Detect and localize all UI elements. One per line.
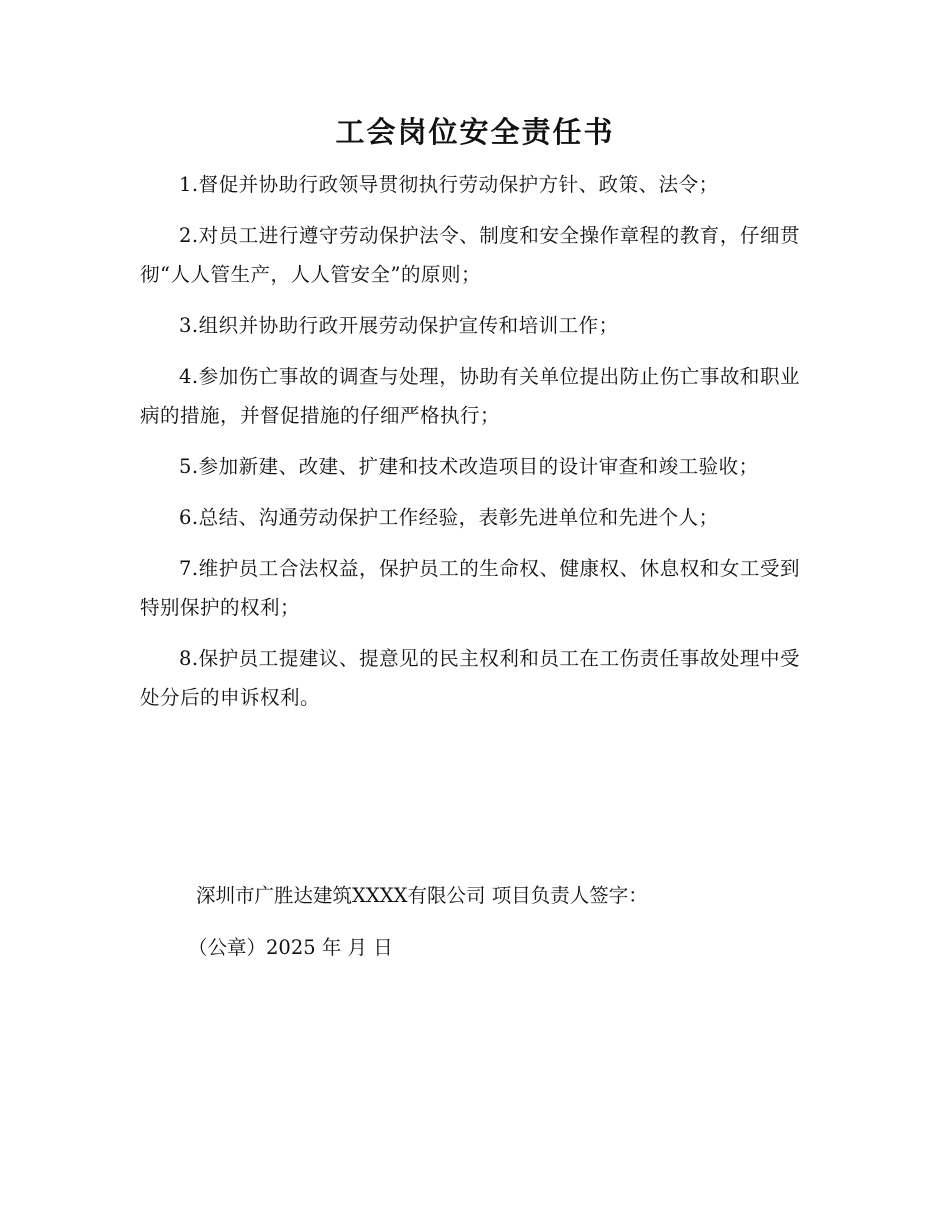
clause-6: 6.总结、沟通劳动保护工作经验，表彰先进单位和先进个人； [179,506,719,529]
clause-5: 5.参加新建、改建、扩建和技术改造项目的设计审查和竣工验收； [179,455,759,478]
document-title: 工会岗位安全责任书 [335,115,615,149]
clause-1: 1.督促并协助行政领导贯彻执行劳动保护方针、政策、法令； [179,173,719,196]
clause-2: 2.对员工进行遵守劳动保护法令、制度和安全操作章程的教育，仔细贯彻“人人管生产，人人管安全”的原则； [140,224,800,286]
clause-7: 7.维护员工合法权益，保护员工的生命权、健康权、休息权和女工受到特别保护的权利； [140,557,800,619]
signature-line: 深圳市广胜达建筑XXXX有限公司 项目负责人签字： [196,884,648,907]
seal-date-line: （公章）2025 年 月 日 [188,936,393,959]
clause-4: 4.参加伤亡事故的调查与处理，协助有关单位提出防止伤亡事故和职业病的措施，并督促措施的仔细严格执行； [140,365,800,427]
clause-3: 3.组织并协助行政开展劳动保护宣传和培训工作； [179,314,619,337]
clause-8: 8.保护员工提建议、提意见的民主权利和员工在工伤责任事故处理中受处分后的申诉权利。 [140,647,800,709]
document-body [140,165,800,729]
